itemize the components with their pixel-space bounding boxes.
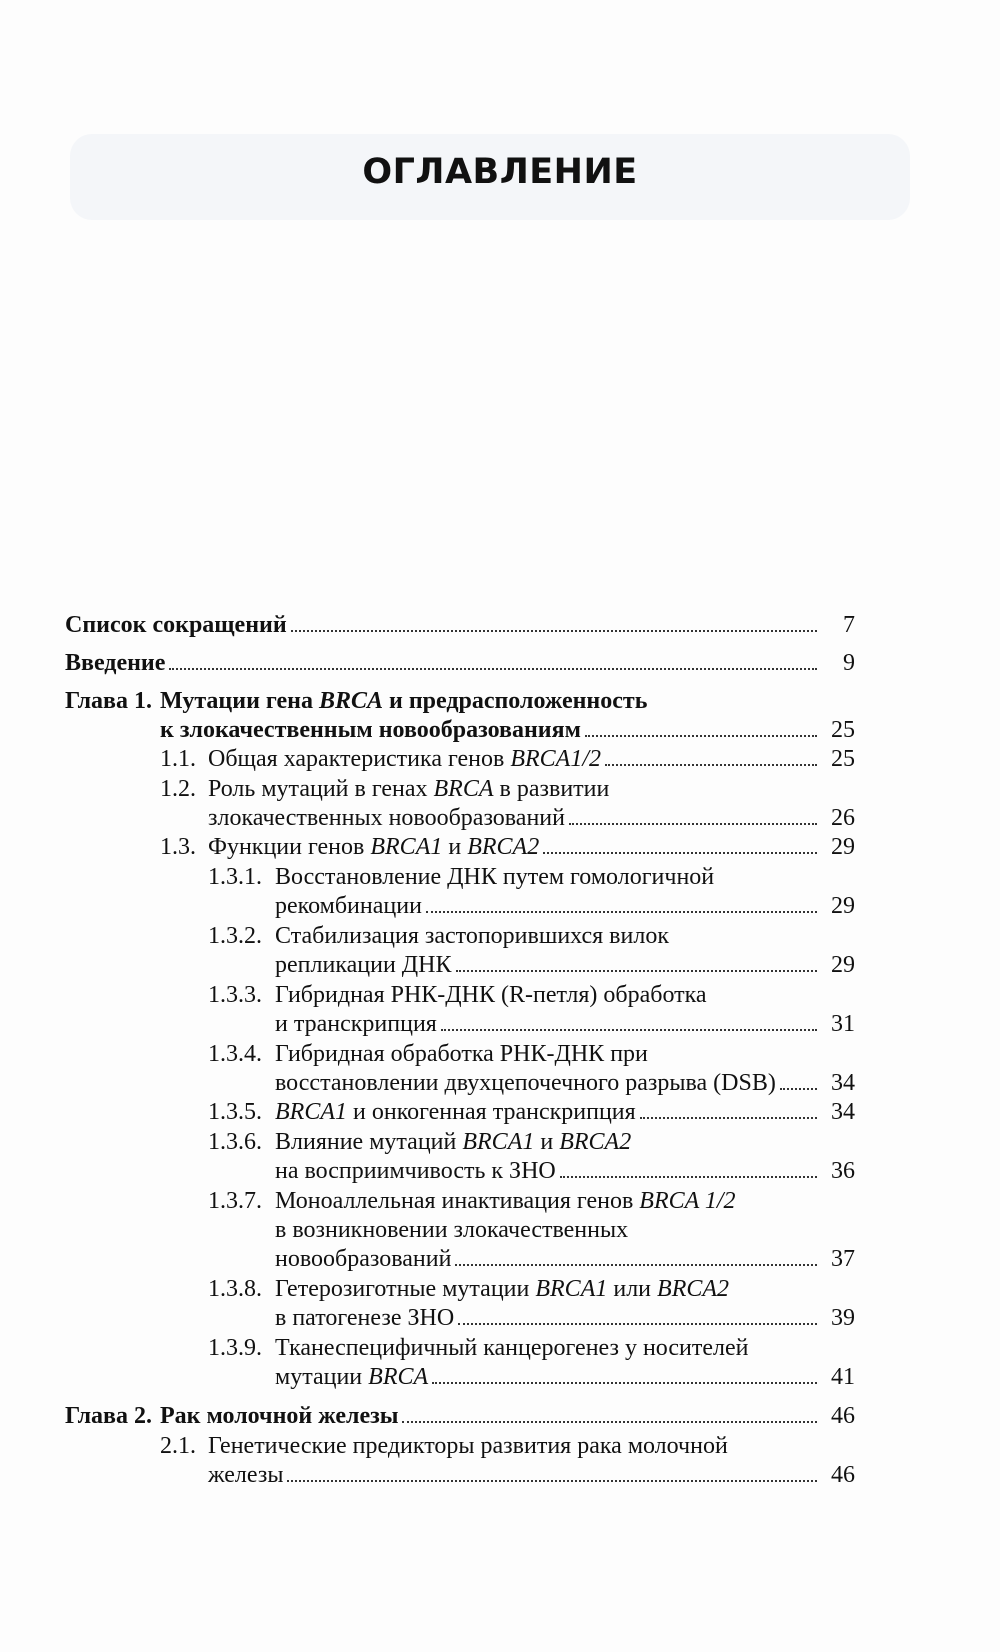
toc-page-number: 34 [831,1070,855,1096]
entry-line[interactable] [275,1274,729,1304]
text-part: Общая характеристика генов [208,746,511,772]
gene-name: BRCA [433,776,494,802]
toc-entry-label: Список сокращений [65,612,287,638]
subsection-number: 1.3.2. [208,923,262,949]
toc-page-number: 25 [831,717,855,743]
toc-entry-1-3-4[interactable] [275,1068,855,1098]
toc-page-number: 46 [831,1403,855,1429]
section-number: 1.1. [160,746,196,772]
toc-entry-1-3[interactable] [208,832,855,862]
text-part: и онкогенная транскрипция [347,1099,636,1125]
toc-page-number: 26 [831,805,855,831]
gene-name: BRCA1 [370,834,443,860]
toc-entry-1-3-9[interactable] [275,1362,855,1392]
subsection-number: 1.3.5. [208,1099,262,1125]
toc-entry-chapter-2[interactable] [160,1401,855,1431]
toc-entry-label [275,1362,430,1392]
gene-name: BRCA1 [462,1129,535,1155]
toc-entry-abbreviations[interactable] [65,610,855,640]
subsection-number: 1.3.8. [208,1276,262,1302]
leader-dots [458,1323,817,1325]
gene-name: BRCA1/2 [510,746,601,772]
leader-dots [543,852,817,854]
leader-dots [585,735,817,737]
gene-name: BRCA2 [559,1129,632,1155]
text-part: мутации [275,1364,369,1390]
text-part: в развитии [493,776,610,802]
toc-page-number: 25 [831,746,855,772]
section-number: 1.3. [160,834,196,860]
entry-line[interactable] [275,1186,736,1216]
text-part: Гетерозиготные мутации [275,1276,536,1302]
toc-entry-label: злокачественных новообразований [208,805,565,831]
toc-page-number: 29 [831,893,855,919]
toc-entry-label: в патогенезе ЗНО [275,1305,455,1331]
toc-entry-1-3-8[interactable] [275,1303,855,1333]
toc-entry-1-3-6[interactable] [275,1156,855,1186]
toc-entry-label [275,1097,638,1127]
toc-page-number: 7 [843,612,855,638]
toc-page-number: 37 [831,1246,855,1272]
entry-line[interactable]: Восстановление ДНК путем гомологичной [275,864,715,890]
text-part: или [607,1276,658,1302]
toc-entry-label: к злокачественным новообразованиям [160,717,581,743]
chapter-number: Глава 1. [65,688,152,714]
toc-entry-1-3-2[interactable] [275,950,855,980]
text-part: Моноаллельная инактивация генов [275,1188,640,1214]
toc-entry-2-1[interactable] [208,1460,855,1490]
toc-entry-1-3-5[interactable] [275,1097,855,1127]
toc-entry-label [208,744,603,774]
gene-name: BRCA1 [535,1276,608,1302]
gene-name: BRCA 1/2 [639,1188,736,1214]
toc-entry-label: восстановлении двухцепочечного разрыва (DSB) [275,1070,776,1096]
toc-page-number: 39 [831,1305,855,1331]
page-title: ОГЛАВЛЕНИЕ [362,152,638,192]
leader-dots [560,1176,817,1178]
text-part: и предрасположенность [383,688,648,714]
entry-line[interactable]: в возникновении злокачественных [275,1217,629,1243]
toc-entry-1-1[interactable] [208,744,855,774]
toc-entry-label: Рак молочной железы [160,1403,399,1429]
text-part: Функции генов [208,834,371,860]
section-number: 1.2. [160,776,196,802]
toc-entry-1-3-3[interactable] [275,1009,855,1039]
text-part: Влияние мутаций [275,1129,463,1155]
subsection-number: 1.3.1. [208,864,262,890]
text-part: Роль мутаций в генах [208,776,434,802]
entry-line[interactable] [275,1127,631,1157]
toc-entry-1-2[interactable] [208,803,855,833]
gene-name: BRCA [368,1364,429,1390]
entry-line[interactable]: Гибридная обработка РНК-ДНК при [275,1041,648,1067]
toc-entry-1-3-7[interactable] [275,1244,855,1274]
subsection-number: 1.3.3. [208,982,262,1008]
leader-dots [780,1088,817,1090]
entry-line[interactable]: Стабилизация застопорившихся вилок [275,923,669,949]
toc-entry-chapter-1[interactable] [160,715,855,745]
toc-entry-label: новообразований [275,1246,452,1272]
chapter-title-line[interactable] [160,686,647,716]
leader-dots [169,668,817,670]
toc-entry-label: на восприимчивость к ЗНО [275,1158,556,1184]
toc-page-number: 31 [831,1011,855,1037]
leader-dots [569,823,817,825]
entry-line[interactable] [208,774,609,804]
toc-page-number: 34 [831,1099,855,1125]
leader-dots [432,1382,817,1384]
text-part: и [534,1129,560,1155]
subsection-number: 1.3.4. [208,1041,262,1067]
toc-entry-label [208,832,541,862]
toc-entry-intro[interactable] [65,648,855,678]
text-part: и [442,834,468,860]
entry-line[interactable]: Тканеспецифичный канцерогенез у носителей [275,1335,749,1361]
toc-page-number: 46 [831,1462,855,1488]
toc-entry-label: репликации ДНК [275,952,452,978]
gene-name: BRCA [318,688,383,714]
subsection-number: 1.3.9. [208,1335,262,1361]
leader-dots [605,764,817,766]
toc-entry-label: рекомбинации [275,893,422,919]
toc-page-number: 9 [843,650,855,676]
subsection-number: 1.3.7. [208,1188,262,1214]
toc-page-number: 36 [831,1158,855,1184]
text-part: Мутации гена [160,688,319,714]
leader-dots [287,1480,817,1482]
entry-line[interactable]: Гибридная РНК-ДНК (R-петля) обработка [275,982,707,1008]
leader-dots [640,1117,817,1119]
toc-entry-label: Введение [65,650,166,676]
toc-entry-1-3-1[interactable] [275,891,855,921]
leader-dots [402,1421,817,1423]
chapter-number: Глава 2. [65,1403,152,1429]
leader-dots [441,1029,817,1031]
gene-name: BRCA2 [657,1276,730,1302]
toc-page-number: 29 [831,952,855,978]
toc-page-number: 29 [831,834,855,860]
gene-name: BRCA1 [275,1099,347,1125]
entry-line[interactable]: Генетические предикторы развития рака молочной [208,1433,728,1459]
subsection-number: 1.3.6. [208,1129,262,1155]
leader-dots [291,630,817,632]
gene-name: BRCA2 [467,834,540,860]
leader-dots [456,970,817,972]
leader-dots [426,911,817,913]
toc-entry-label: железы [208,1462,284,1488]
toc-page-number: 41 [831,1364,855,1390]
leader-dots [455,1264,817,1266]
toc-entry-label: и транскрипция [275,1011,437,1037]
section-number: 2.1. [160,1433,196,1459]
